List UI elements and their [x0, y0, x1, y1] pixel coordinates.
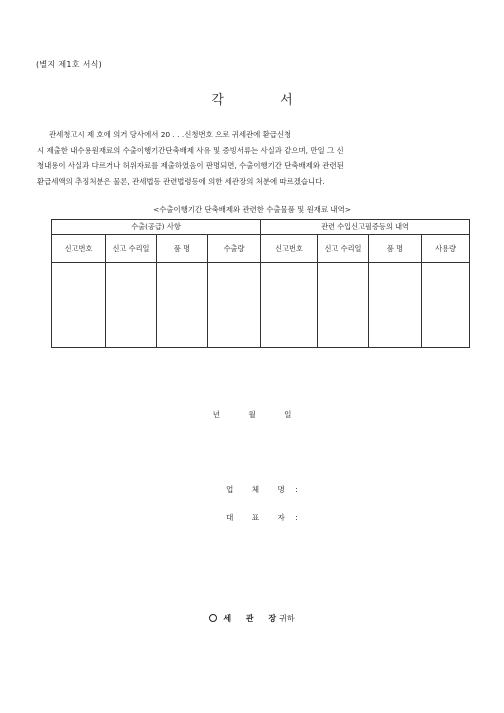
addressee-line	[0, 613, 504, 624]
pledge-statement	[37, 127, 471, 189]
customs-office-name: 세 관 장	[223, 614, 283, 623]
column-header-declaration-number: 신고번호	[52, 235, 106, 263]
date-line: 년 월 일	[212, 410, 292, 419]
table-cell[interactable]	[261, 263, 318, 348]
statement-line-3: 청내용이 사실과 다르거나 허위자료를 제출하였음이 판명되면, 수출이행기간 단축배제와 관련된	[37, 161, 344, 170]
table-cell[interactable]	[369, 263, 422, 348]
table-cell[interactable]	[52, 263, 106, 348]
table-caption: <수출이행기간 단축배제와 관련한 수출물품 및 원재료 내역>	[153, 205, 351, 214]
form-number-label: (별지 제1호 서식)	[36, 60, 103, 69]
statement-line-2: 시 제출한 내수용원재료의 수출이행기간단축배제 사유 및 증빙서류는 사실과 같으며, 만일 그 신	[37, 145, 344, 155]
company-name-colon: :	[292, 485, 298, 494]
representative-colon: :	[292, 513, 298, 522]
column-header-import-acceptance-date: 신고 수리일	[318, 235, 369, 263]
statement-line-1: 관세청고시 제 호에 의거 당사에서 20 . . .신청번호 으로 귀세관에 환급신청	[49, 130, 292, 139]
table-cell[interactable]	[106, 263, 157, 348]
table-column-header-row	[52, 235, 470, 263]
company-name-label: 업 체 명	[226, 485, 293, 494]
column-header-export-quantity: 수출량	[208, 235, 261, 263]
statement-line-4: 환급세액의 추징처분은 물론, 관세법등 관련법령등에 의한 세관장의 처분에 따르겠습니다.	[37, 176, 325, 186]
company-name-row	[226, 484, 298, 495]
table-cell[interactable]	[157, 263, 208, 348]
import-declaration-group-header: 관련 수입신고필증등의 내역	[261, 220, 470, 235]
circle-icon	[209, 614, 217, 622]
column-header-import-item-name: 품 명	[369, 235, 422, 263]
table-group-header-row	[52, 220, 470, 235]
representative-row	[226, 512, 298, 523]
representative-label: 대 표 자	[226, 513, 293, 522]
column-header-usage-quantity: 사용량	[422, 235, 470, 263]
column-header-item-name: 품 명	[157, 235, 208, 263]
column-header-acceptance-date: 신고 수리일	[106, 235, 157, 263]
table-row	[52, 263, 470, 348]
table-cell[interactable]	[208, 263, 261, 348]
export-materials-table	[51, 219, 470, 348]
table-cell[interactable]	[422, 263, 470, 348]
table-cell[interactable]	[318, 263, 369, 348]
addressee-honorific: 귀하	[279, 614, 295, 623]
document-title: 각 서	[211, 93, 319, 108]
column-header-import-declaration-number: 신고번호	[261, 235, 318, 263]
export-supply-group-header: 수출(공급) 사항	[52, 220, 261, 235]
